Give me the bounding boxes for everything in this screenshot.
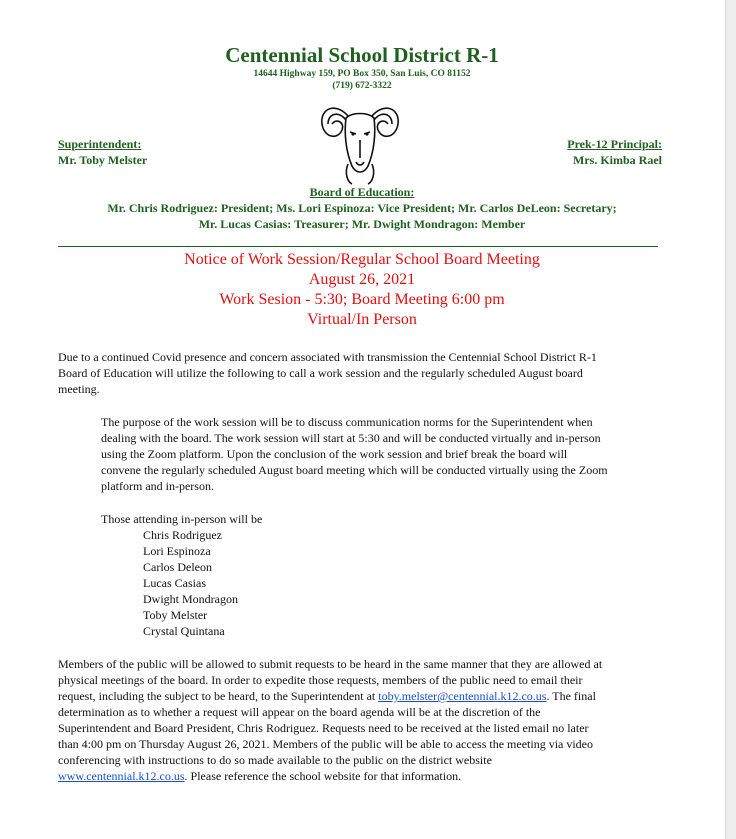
principal-block bbox=[567, 136, 662, 168]
public-line: conferencing with instructions to do so made available to the public on the district website bbox=[58, 753, 492, 767]
purpose-line: using the Zoom platform. Upon the conclusion of the work session and brief break the board will bbox=[101, 447, 568, 461]
intro-paragraph bbox=[58, 349, 708, 397]
district-title: Centennial School District R-1 bbox=[225, 43, 499, 67]
superintendent-label: Superintendent: bbox=[58, 137, 142, 151]
ram-mascot-logo bbox=[318, 94, 402, 186]
attendee-name: Lori Espinoza bbox=[143, 544, 211, 558]
board-members-line-1: Mr. Chris Rodriguez: President; Ms. Lori Espinoza: Vice President; Mr. Carlos DeLeon: Secretary; bbox=[107, 201, 617, 215]
attendee-name: Toby Melster bbox=[143, 608, 208, 622]
public-line-text: request, including the subject to be heard, to the Superintendent at bbox=[58, 689, 379, 703]
board-members-line-2: Mr. Lucas Casias: Treasurer; Mr. Dwight Mondragon: Member bbox=[198, 217, 526, 231]
public-paragraph bbox=[58, 656, 718, 784]
purpose-line: The purpose of the work session will be to discuss communication norms for the Superintendent when bbox=[101, 415, 593, 429]
notice-date: August 26, 2021 bbox=[308, 271, 416, 288]
purpose-line: convene the regularly scheduled August board meeting which will be conducted virtually using the Zoom bbox=[101, 463, 608, 477]
superintendent-email-link[interactable]: toby.melster@centennial.k12.co.us bbox=[378, 689, 547, 703]
vertical-scrollbar[interactable] bbox=[725, 0, 736, 839]
attendee-list bbox=[143, 527, 238, 639]
public-line-with-website bbox=[58, 768, 718, 784]
public-line: than 4:00 pm on Thursday August 26, 2021. Members of the public will be able to access the meeting via video bbox=[58, 737, 594, 751]
purpose-line: dealing with the board. The work session will start at 5:30 and will be conducted virtually and in-person bbox=[101, 431, 601, 445]
public-line: determination as to whether a request will appear on the board agenda will be at the discretion of the bbox=[58, 705, 541, 719]
intro-line: Due to a continued Covid presence and concern associated with transmission the Centennial School District R-1 bbox=[58, 350, 597, 364]
notice-times: Work Sesion - 5:30; Board Meeting 6:00 pm bbox=[219, 291, 505, 308]
purpose-paragraph bbox=[101, 414, 711, 494]
attending-intro: Those attending in-person will be bbox=[101, 512, 263, 526]
attendee-name: Carlos Deleon bbox=[143, 560, 212, 574]
purpose-line: platform and in-person. bbox=[101, 479, 214, 493]
principal-label: Prek-12 Principal: bbox=[567, 137, 662, 151]
header-divider bbox=[58, 246, 658, 247]
public-line: physical meetings of the board. In order to expedite those requests, members of the public need to email their bbox=[58, 673, 583, 687]
district-phone: (719) 672-3322 bbox=[332, 81, 392, 91]
intro-line: meeting. bbox=[58, 382, 100, 396]
public-line-text: . Please reference the school website for that information. bbox=[184, 769, 462, 783]
notice-title: Notice of Work Session/Regular School Board Meeting bbox=[184, 251, 540, 268]
meeting-notice bbox=[0, 250, 724, 330]
notice-format: Virtual/In Person bbox=[307, 311, 417, 328]
district-address: 14644 Highway 159, PO Box 350, San Luis, CO 81152 bbox=[253, 69, 471, 79]
board-label: Board of Education: bbox=[309, 185, 415, 199]
public-line-with-email bbox=[58, 688, 718, 704]
board-of-education-block bbox=[0, 184, 724, 232]
public-line: Members of the public will be allowed to submit requests to be heard in the same manner that they are allowed at bbox=[58, 657, 603, 671]
intro-line: Board of Education will utilize the following to call a work session and the regularly scheduled August board bbox=[58, 366, 583, 380]
district-address-block bbox=[0, 68, 724, 92]
superintendent-name: Mr. Toby Melster bbox=[58, 153, 148, 167]
attendee-name: Lucas Casias bbox=[143, 576, 206, 590]
superintendent-block bbox=[58, 136, 147, 168]
attendee-name: Dwight Mondragon bbox=[143, 592, 238, 606]
principal-name: Mrs. Kimba Rael bbox=[573, 153, 662, 167]
public-line: Superintendent and Board President, Chris Rodriguez. Requests need to be received at the listed email no later bbox=[58, 721, 589, 735]
district-website-link[interactable]: www.centennial.k12.co.us bbox=[58, 769, 185, 783]
public-line-text: . The final bbox=[546, 689, 596, 703]
attendee-name: Chris Rodriguez bbox=[143, 528, 222, 542]
attendee-name: Crystal Quintana bbox=[143, 624, 225, 638]
